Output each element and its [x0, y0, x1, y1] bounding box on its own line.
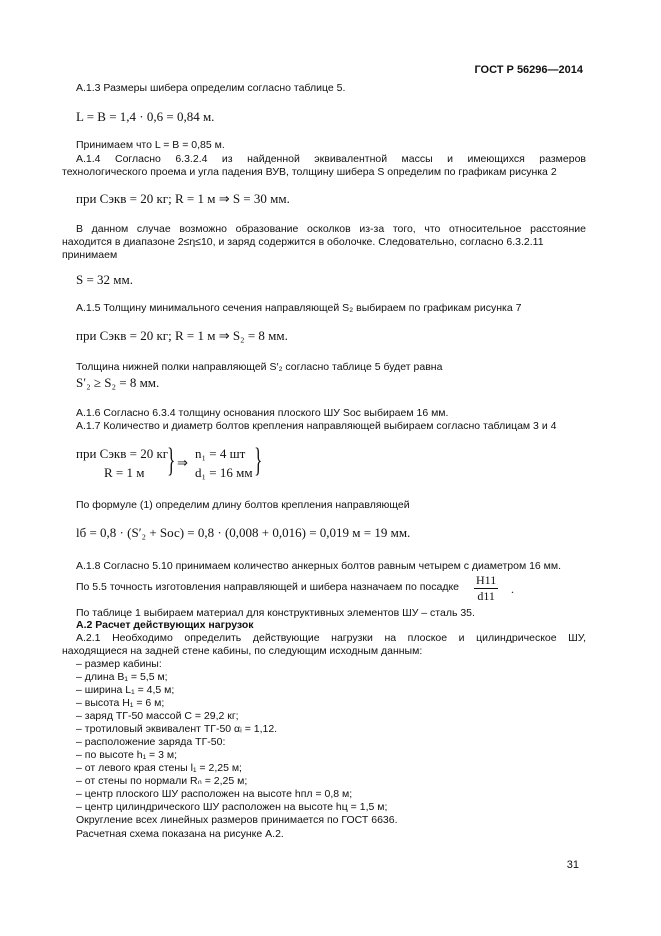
- list-item: – расположение заряда ТГ-50:: [76, 736, 226, 748]
- list-item: – ширина L₁ = 4,5 м;: [76, 684, 175, 696]
- list-item: – от стены по нормали Rₙ = 2,25 м;: [76, 775, 248, 787]
- list-item: – центр плоского ШУ расположен на высоте hпл = 0,8 м;: [76, 788, 353, 800]
- formula: lб = 0,8 · (S′₂ + Sос) = 0,8 · (0,008 + 0,016) = 0,019 м = 19 мм.: [76, 525, 411, 540]
- formula-system-line-1: при Cэкв = 20 кг: [76, 446, 169, 461]
- list-item: – заряд ТГ-50 массой С = 29,2 кг;: [76, 710, 239, 722]
- formula: L = B = 1,4 · 0,6 = 0,84 м.: [76, 109, 215, 124]
- list-item: – тротиловый эквивалент ТГ-50 αᵢ = 1,12.: [76, 723, 278, 735]
- formula: при Cэкв = 20 кг; R = 1 м ⇒ S₂ = 8 мм.: [76, 328, 288, 343]
- formula-result-line-2: d₁ = 16 мм: [195, 465, 253, 480]
- paragraph: По формуле (1) определим длину болтов крепления направляющей: [76, 499, 410, 511]
- document-header: ГОСТ Р 56296—2014: [474, 64, 583, 76]
- list-item: – от левого края стены l₁ = 2,25 м;: [76, 762, 242, 774]
- brace-right: }: [254, 442, 263, 479]
- paragraph: находится в диапазоне 2≤η≤10, и заряд содержится в оболочке. Следовательно, согласно 6.3.2.11: [62, 236, 544, 248]
- paragraph: находящиеся на задней стене кабины, по следующим исходным данным:: [62, 645, 423, 657]
- period: .: [511, 582, 514, 596]
- paragraph: А.1.4 Согласно 6.3.2.4 из найденной эквивалентной массы и имеющихся размеров: [76, 153, 586, 165]
- paragraph: По таблице 1 выбираем материал для конструктивных элементов ШУ – сталь 35.: [76, 607, 475, 619]
- fraction-denominator: d11: [477, 589, 495, 603]
- list-item: – по высоте h₁ = 3 м;: [76, 749, 177, 761]
- formula-system-line-2: R = 1 м: [104, 465, 145, 480]
- paragraph: принимаем: [62, 249, 118, 261]
- brace-right: }: [167, 442, 176, 479]
- paragraph: По 5.5 точность изготовления направляющей и шибера назначаем по посадке: [76, 581, 459, 593]
- paragraph: А.1.7 Количество и диаметр болтов крепления направляющей выбираем согласно таблицам 3 и 4: [76, 420, 557, 432]
- formula: при Cэкв = 20 кг; R = 1 м ⇒ S = 30 мм.: [76, 191, 290, 206]
- page-number: 31: [566, 859, 579, 871]
- formula: S′₂ ≥ S₂ = 8 мм.: [76, 375, 160, 390]
- list-item: – центр цилиндрического ШУ расположен на высоте hц = 1,5 м;: [76, 801, 388, 813]
- list-item: – высота H₁ = 6 м;: [76, 697, 165, 709]
- paragraph: А.1.5 Толщину минимального сечения направляющей S₂ выбираем по графикам рисунка 7: [76, 302, 522, 314]
- paragraph: Принимаем что L = B = 0,85 м.: [76, 139, 225, 151]
- paragraph: А.1.6 Согласно 6.3.4 толщину основания плоского ШУ Sос выбираем 16 мм.: [76, 407, 449, 419]
- paragraph: Толщина нижней полки направляющей S′₂ согласно таблице 5 будет равна: [76, 361, 443, 373]
- paragraph: Округление всех линейных размеров принимается по ГОСТ 6636.: [76, 814, 398, 826]
- paragraph: А.2.1 Необходимо определить действующие нагрузки на плоское и цилиндрическое ШУ,: [76, 632, 586, 644]
- fraction-numerator: H11: [476, 573, 497, 587]
- paragraph: А.1.8 Согласно 5.10 принимаем количество анкерных болтов равным четырем с диаметром 16 мм.: [76, 560, 562, 572]
- paragraph: А.1.3 Размеры шибера определим согласно таблице 5.: [76, 82, 346, 94]
- implies-arrow: ⇒: [177, 455, 188, 470]
- formula-result-line-1: n₁ = 4 шт: [195, 446, 246, 461]
- paragraph: технологического проема и угла падения ВУВ, толщину шибера S определим по графикам рисунка 2: [62, 166, 557, 178]
- list-item: – размер кабины:: [76, 658, 162, 670]
- formula: S = 32 мм.: [76, 272, 134, 287]
- list-item: – длина B₁ = 5,5 м;: [76, 671, 168, 683]
- paragraph: Расчетная схема показана на рисунке А.2.: [76, 828, 284, 840]
- paragraph: В данном случае возможно образование осколков из-за того, что относительное расстояние: [76, 223, 586, 235]
- section-heading: А.2 Расчет действующих нагрузок: [76, 619, 254, 631]
- fit-fraction: [474, 573, 498, 604]
